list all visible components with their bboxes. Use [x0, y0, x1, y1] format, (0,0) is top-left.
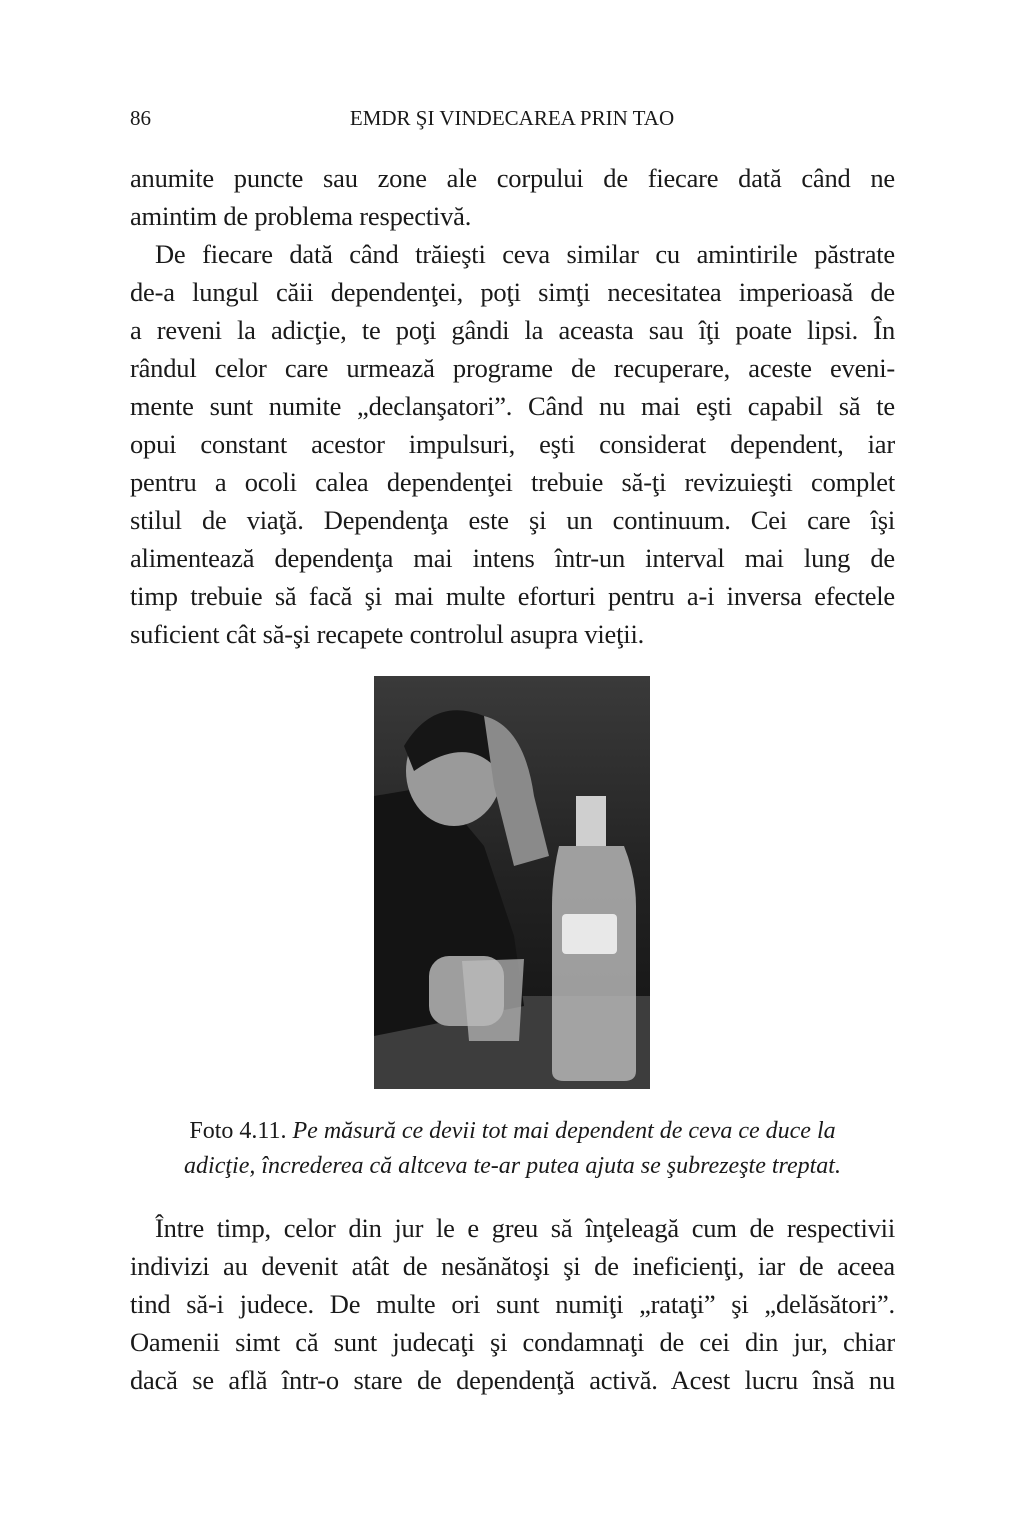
- photo-man-with-bottle: [374, 676, 650, 1089]
- running-title: EMDR ŞI VINDECAREA PRIN TAO: [349, 106, 675, 130]
- text-line: anumite puncte sau zone ale corpului de fiecare dată când ne: [130, 163, 895, 193]
- text-line: amintim de problema respectivă.: [130, 201, 472, 231]
- text-line: alimentează dependenţa mai intens într-un interval mai lung de: [130, 543, 895, 573]
- text-line: opui constant acestor impulsuri, eşti considerat dependent, iar: [130, 429, 895, 459]
- text-line: pentru a ocoli calea dependenţei trebuie să-ţi revizuieşti complet: [130, 467, 895, 497]
- body-text-bottom: [130, 1209, 895, 1399]
- text-line: timp trebuie să facă şi mai multe eforturi pentru a-i inversa efectele: [130, 581, 895, 611]
- photo-caption: [130, 1114, 895, 1184]
- text-line: tind să-i judece. De multe ori sunt numiţi „rataţi” şi „delăsători”.: [130, 1289, 895, 1319]
- text-line: dacă se află într-o stare de dependenţă activă. Acest lucru însă nu: [130, 1365, 895, 1395]
- text-line: Oamenii simt că sunt judecaţi şi condamnaţi de cei din jur, chiar: [130, 1327, 895, 1357]
- text-line: rândul celor care urmează programe de recuperare, aceste eveni-: [130, 353, 895, 383]
- caption-text-1: Pe măsură ce devii tot mai dependent de ceva ce duce la: [292, 1118, 836, 1144]
- text-line: indivizi au devenit atât de nesănătoşi şi de ineficienţi, iar de aceea: [130, 1251, 895, 1281]
- text-line: mente sunt numite „declanşatori”. Când nu mai eşti capabil să te: [130, 391, 895, 421]
- caption-text-2: adicţie, încrederea că altceva te-ar putea ajuta se şubrezeşte treptat.: [184, 1153, 841, 1179]
- text-line: suficient cât să-şi recapete controlul asupra vieţii.: [130, 619, 645, 649]
- text-line: De fiecare dată când trăieşti ceva similar cu amintirile păstrate: [155, 239, 895, 269]
- body-text-top: [130, 159, 895, 653]
- text-line: Între timp, celor din jur le e greu să înţeleagă cum de respectivii: [155, 1213, 895, 1243]
- text-line: a reveni la adicţie, te poţi gândi la aceasta sau îţi poate lipsi. În: [130, 315, 895, 345]
- text-line: stilul de viaţă. Dependenţa este şi un continuum. Cei care îşi: [130, 505, 895, 535]
- page-number: 86: [130, 106, 151, 130]
- photo-label: Foto 4.11.: [189, 1118, 287, 1144]
- text-line: de-a lungul căii dependenţei, poţi simţi necesitatea imperioasă de: [130, 277, 895, 307]
